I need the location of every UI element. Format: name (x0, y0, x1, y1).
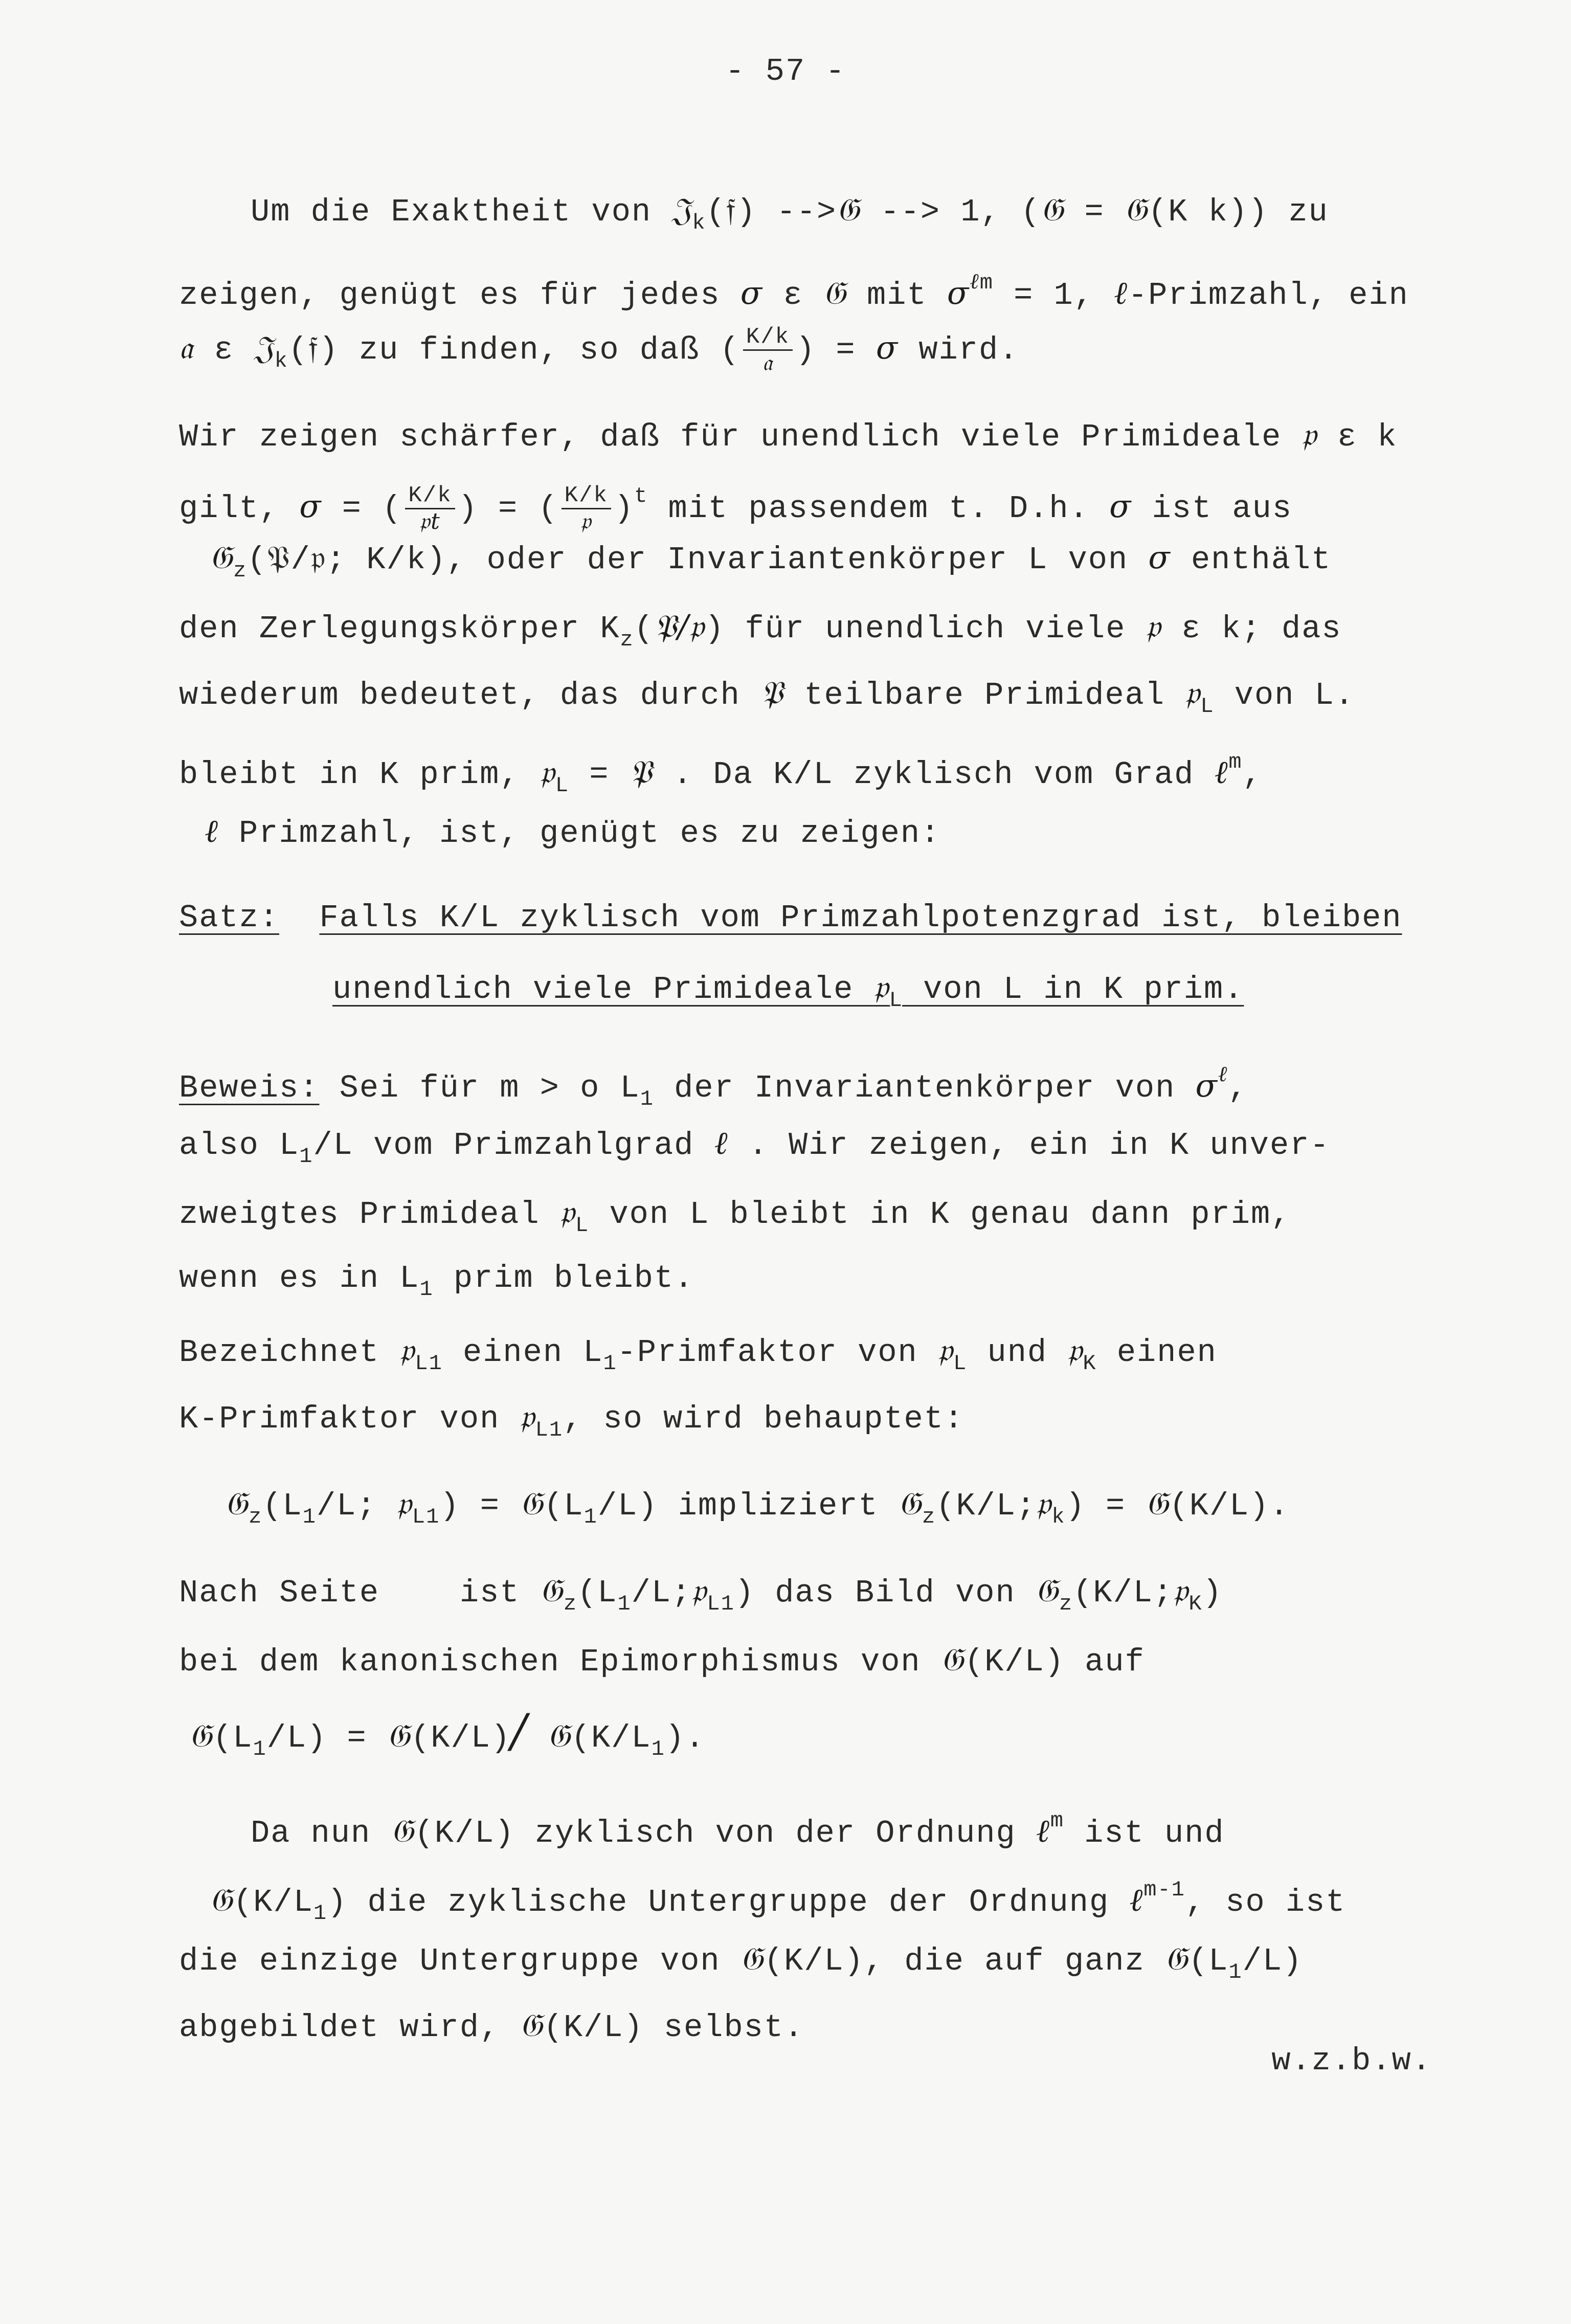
text-line: wiederum bedeutet, das durch 𝔓 teilbare Primideal 𝔭$_L$ von L. (179, 674, 1355, 719)
text-line: K-Primfaktor von 𝔭$_{L1}$, so wird behauptet: (179, 1398, 964, 1442)
text-line: Nach Seite ist $𝔊_z(L_1/L;𝔭_{L1})$ das Bild von 𝔊$_z$(K/L;𝔭$_K$) (179, 1572, 1223, 1616)
text-line: zeigen, genügt es für jedes σ ε 𝔊 mit $\sigma^{\ell m} = 1$, ℓ-Primzahl, ein (179, 269, 1409, 314)
text-line: Bezeichnet 𝔭$_{L1}$ einen $L_1$-Primfaktor von 𝔭$_L$ und 𝔭$_K$ einen (179, 1331, 1217, 1376)
proof-line: zweigtes Primideal 𝔭$_L$ von L bleibt in K genau dann prim, (179, 1193, 1291, 1238)
theorem-label: Satz: (179, 900, 280, 936)
text-line: Da nun 𝔊(K/L) zyklisch von der Ordnung ℓ$^m$ ist und (251, 1808, 1225, 1851)
text-line: Wir zeigen schärfer, daß für unendlich viele Primideale 𝔭 ε k (179, 416, 1398, 455)
qed-mark: w.z.b.w. (1271, 2043, 1432, 2079)
text-line: bei dem kanonischen Epimorphismus von 𝔊(K/L) auf (179, 1641, 1145, 1680)
text-line: den Zerlegungskörper $K_z(𝔓/𝔭)$ für unendlich viele 𝔭 ε k; das (179, 608, 1342, 652)
text-line: 𝔞 ε 𝔍$_k$(𝔣) zu finden, so daß ( $\frac{K/k}{\text{𝔞}}$ ) = σ wird. (179, 324, 1019, 376)
theorem-line: unendlich viele Primideale 𝔭$_L$ von L in K prim. (332, 968, 1244, 1013)
text-line: die einzige Untergruppe von 𝔊(K/L), die auf ganz $𝔊(L_1/L)$ (179, 1940, 1303, 1984)
text-line: bleibt in K prim, 𝔭$_L$ = 𝔓 . Da K/L zyklisch vom Grad ℓ$^m$, (179, 750, 1263, 798)
formula-line: $𝔊(L_1/L)$ = 𝔊(K/L)/ $𝔊(K/L_1)$. (189, 1704, 706, 1761)
proof-label: Beweis: (179, 1070, 320, 1106)
text-line: abgebildet wird, 𝔊(K/L) selbst. (179, 2006, 804, 2046)
text-line: ℓ Primzahl, ist, genügt es zu zeigen: (205, 812, 941, 852)
theorem-line: Satz: Falls K/L zyklisch vom Primzahlpotenzgrad ist, bleiben (179, 900, 1402, 936)
page-number: - 57 - (725, 53, 846, 90)
proof-line: wenn es in $L_1$ prim bleibt. (179, 1260, 694, 1302)
formula-line: $𝔊_z(L_1/L$; 𝔭$_{L1}$) = $𝔊(L_1/L)$ impliziert 𝔊$_z$(K/L;𝔭$_k$) = 𝔊(K/L). (225, 1485, 1290, 1529)
proof-line: Beweis: Sei für m > o $L_1$ der Invariantenkörper von $\sigma^\ell$, (179, 1061, 1248, 1111)
text-line: gilt, σ = ( $\frac{K/k}{\text{𝔭t}}$ ) = ( $\frac{K/k}{\text{𝔭}}$ )$^t$ mit passendem t. D.h. σ ist aus (179, 483, 1293, 535)
text-line: 𝔊$_z$(𝔓/𝔭; K/k), oder der Invariantenkörper L von σ enthält (210, 539, 1332, 583)
text-line: Um die Exaktheit von 𝔍$_k$(𝔣) -->𝔊 --> 1, (𝔊 = 𝔊(K k)) zu (251, 191, 1329, 235)
text-line: $𝔊(K/L_1)$ die zyklische Untergruppe der Ordnung ℓ$^{m-1}$, so ist (210, 1878, 1346, 1926)
proof-line: also $L_1/L$ vom Primzahlgrad ℓ . Wir zeigen, ein in K unver- (179, 1124, 1330, 1169)
